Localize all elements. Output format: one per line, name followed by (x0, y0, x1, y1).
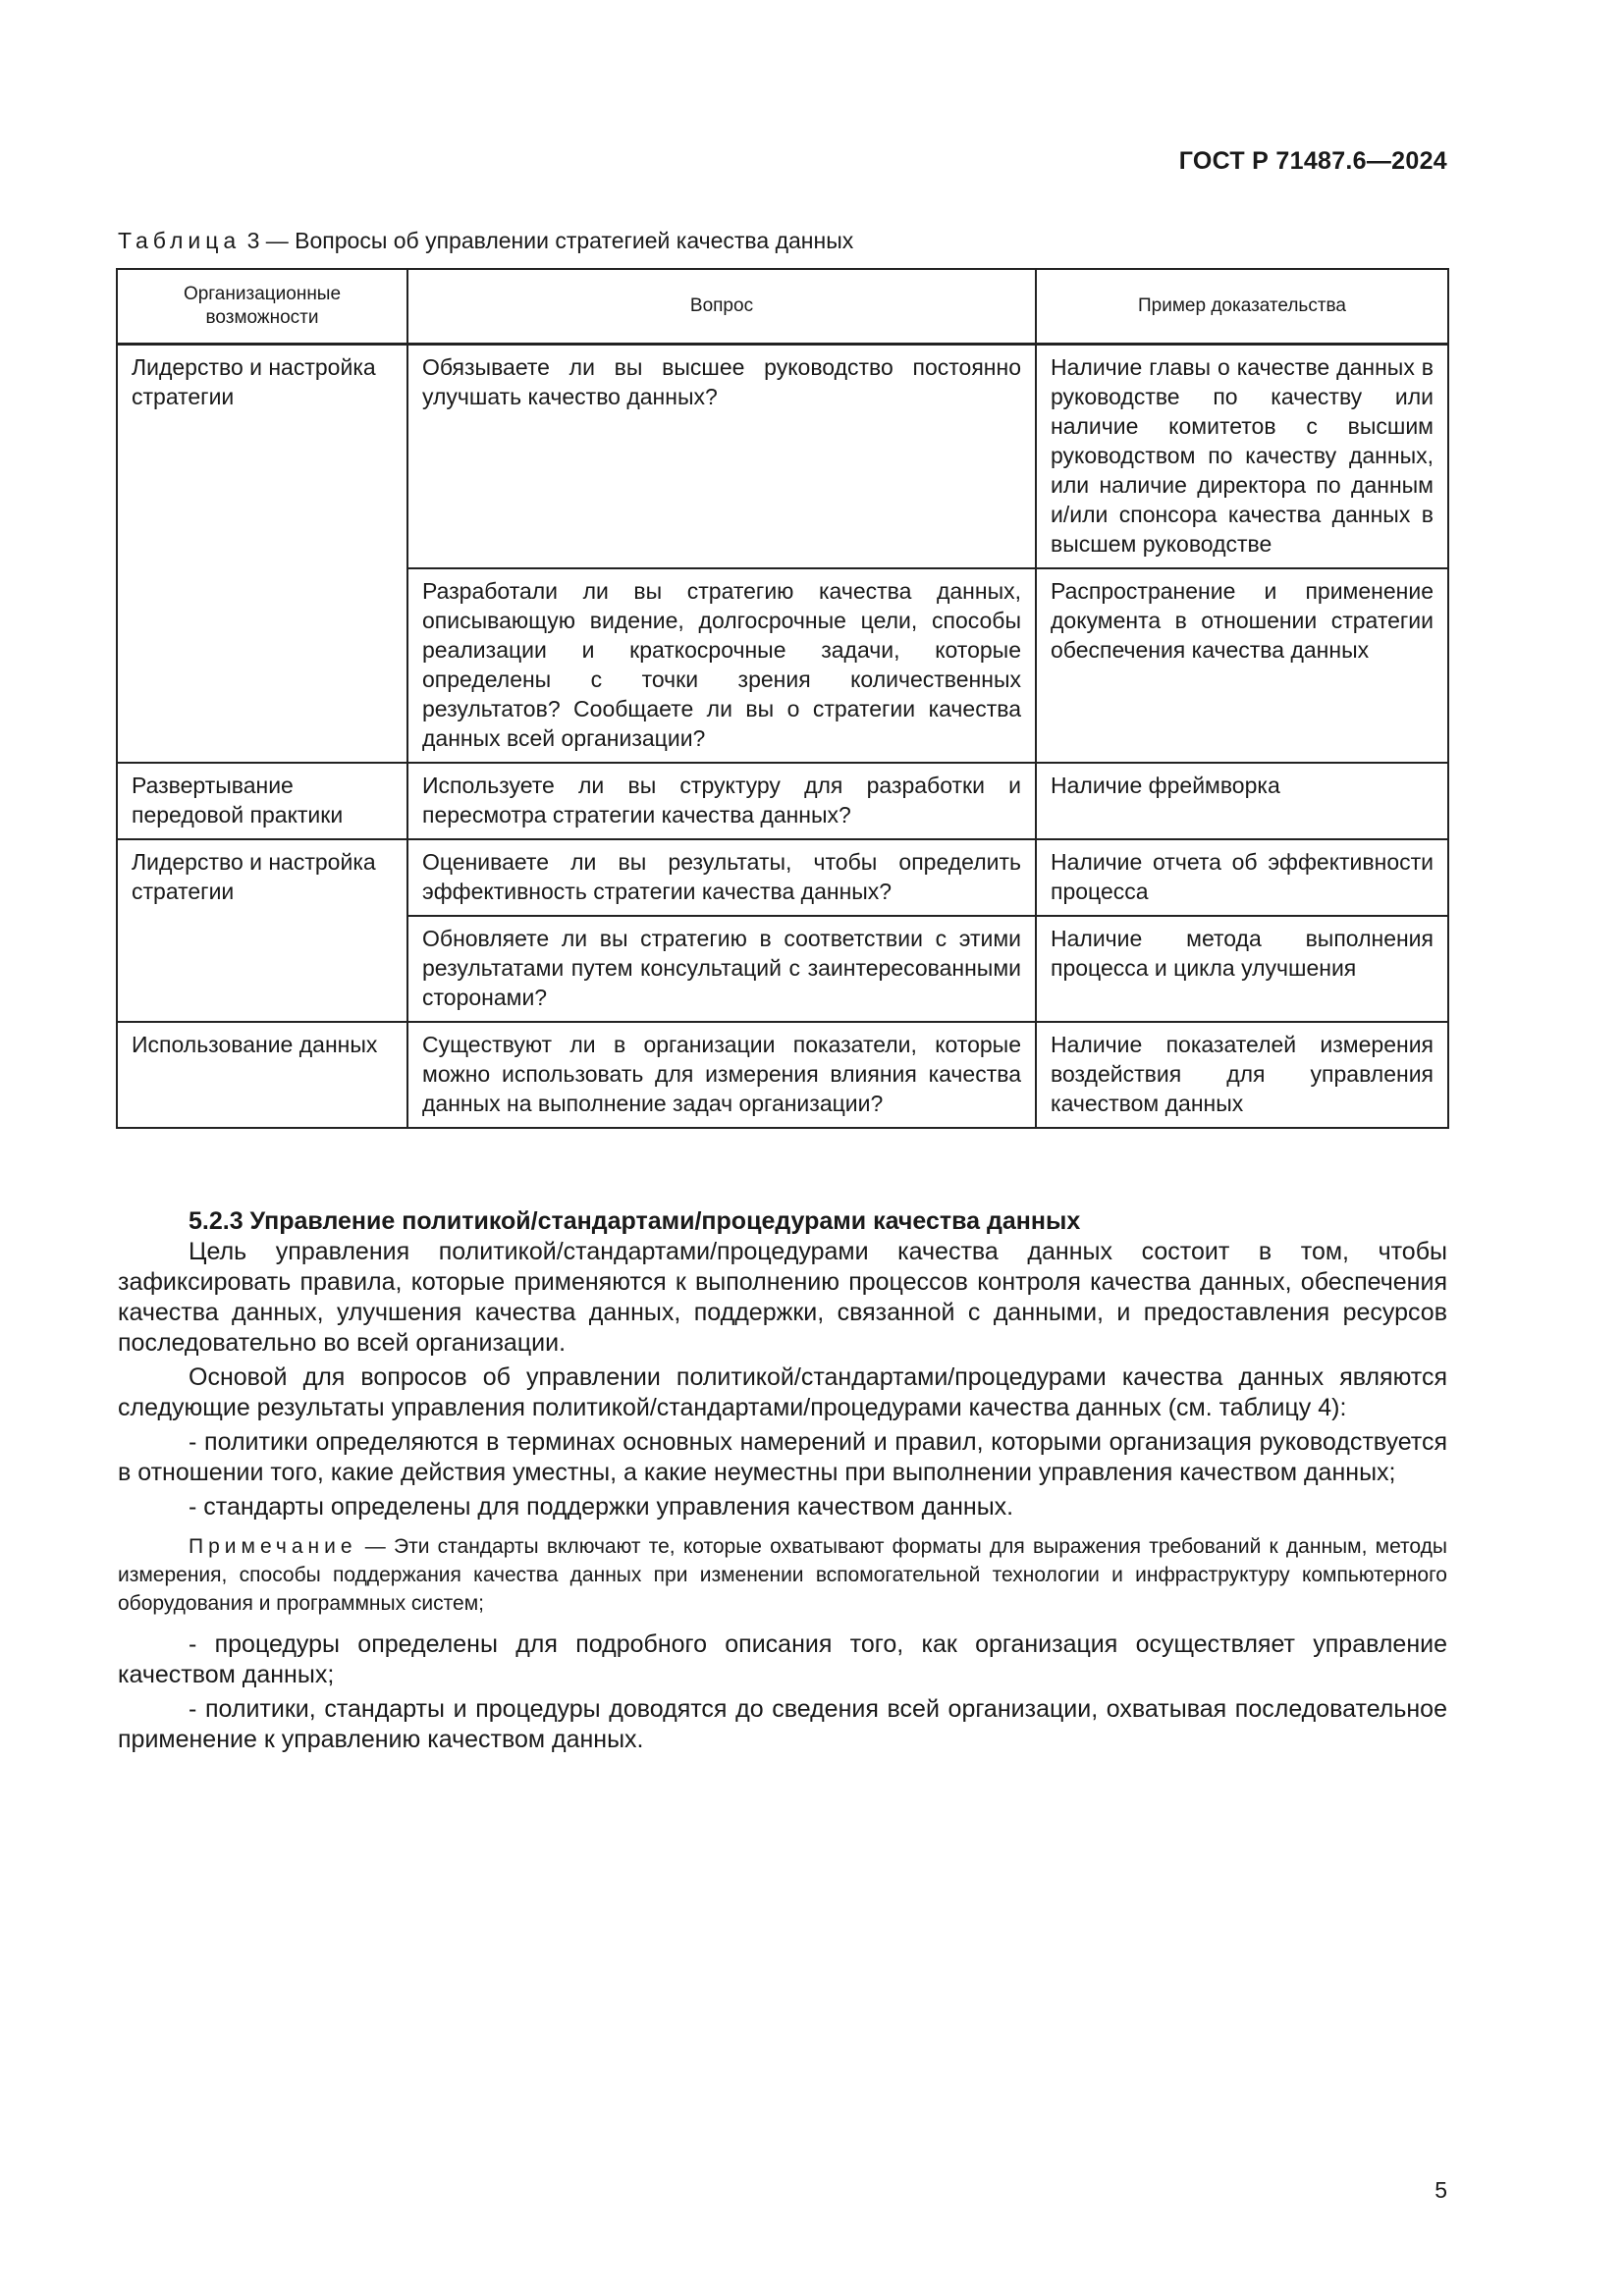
section-heading: 5.2.3 Управление политикой/стандартами/процедурами качества данных (189, 1207, 1081, 1235)
table-cell-question: Оцениваете ли вы результаты, чтобы определить эффективность стратегии качества данных? (407, 839, 1036, 916)
table-cell-question: Существуют ли в организации показатели, которые можно использовать для измерения влияния качества данных на выполнение задач организации? (407, 1022, 1036, 1128)
paragraph: Основой для вопросов об управлении политикой/стандартами/процедурами качества данных являются следующие результаты управления политикой/стандартами/процедурами качества данных (см. таблицу 4): (118, 1363, 1447, 1421)
table-header-row (117, 269, 1448, 345)
table-row (117, 345, 1448, 569)
table-cell-question: Обновляете ли вы стратегию в соответствии с этими результатами путем консультаций с заинтересованными сторонами? (407, 916, 1036, 1022)
column-header-question: Вопрос (407, 269, 1036, 345)
table-row (117, 763, 1448, 839)
table-cell-capability: Развертывание передовой практики (117, 763, 407, 839)
table-cell-question: Используете ли вы структуру для разработки и пересмотра стратегии качества данных? (407, 763, 1036, 839)
data-quality-strategy-table (116, 268, 1449, 1129)
table-row (117, 839, 1448, 916)
paragraph: Цель управления политикой/стандартами/процедурами качества данных состоит в том, чтобы зафиксировать правила, которые применяются к выполнению процессов контроля качества данных, обеспечения качества данных, улучшения качества данных, поддержки, связанной с данными, и предоставления ресурсов последовательно во всей организации. (118, 1238, 1447, 1357)
table-caption (118, 228, 853, 254)
note-label: Примечание (189, 1535, 357, 1558)
column-header-capabilities: Организационные возможности (117, 269, 407, 345)
table-cell-evidence: Наличие метода выполнения процесса и цикла улучшения (1036, 916, 1448, 1022)
note (118, 1532, 1447, 1618)
table-cell-question: Разработали ли вы стратегию качества данных, описывающую видение, долгосрочные цели, способы реализации и краткосрочные задачи, которые определены с точки зрения количественных результатов? Сообщаете ли вы о стратегии качества данных всей организации? (407, 568, 1036, 763)
table-row (117, 1022, 1448, 1128)
column-header-evidence: Пример доказательства (1036, 269, 1448, 345)
section-body (118, 1205, 1447, 1759)
table-cell-evidence: Распространение и применение документа в отношении стратегии обеспечения качества данных (1036, 568, 1448, 763)
list-item: - политики определяются в терминах основных намерений и правил, которыми организация руководствуется в отношении того, какие действия уместны, а какие неуместны при выполнении управления качеством данных; (118, 1428, 1447, 1486)
list-item: - политики, стандарты и процедуры доводятся до сведения всей организации, охватывая последовательное применение к управлению качеством данных. (118, 1695, 1447, 1753)
table-cell-evidence: Наличие фреймворка (1036, 763, 1448, 839)
table-cell-evidence: Наличие главы о качестве данных в руководстве по качеству или наличие комитетов с высшим руководством по качеству данных, или наличие директора по данным и/или спонсора качества данных в высшем руководстве (1036, 345, 1448, 569)
table-cell-capability: Лидерство и настройка стратегии (117, 839, 407, 1022)
table-caption-text: 3 — Вопросы об управлении стратегией качества данных (246, 228, 854, 253)
table-cell-question: Обязываете ли вы высшее руководство постоянно улучшать качество данных? (407, 345, 1036, 569)
page-number: 5 (1435, 2177, 1447, 2203)
table-cell-capability: Лидерство и настройка стратегии (117, 345, 407, 764)
list-item: - процедуры определены для подробного описания того, как организация осуществляет управление качеством данных; (118, 1630, 1447, 1688)
table-cell-evidence: Наличие отчета об эффективности процесса (1036, 839, 1448, 916)
list-item: - стандарты определены для поддержки управления качеством данных. (189, 1493, 1014, 1521)
table-caption-prefix: Таблица (118, 228, 242, 253)
document-header: ГОСТ Р 71487.6—2024 (1178, 147, 1447, 175)
note-text: — Эти стандарты включают те, которые охватывают форматы для выражения требований к данным, методы измерения, способы поддержания качества данных при изменении вспомогательной технологии и инфраструктуру компьютерного оборудования и программных систем; (118, 1535, 1447, 1615)
table-cell-capability: Использование данных (117, 1022, 407, 1128)
table-cell-evidence: Наличие показателей измерения воздействия для управления качеством данных (1036, 1022, 1448, 1128)
